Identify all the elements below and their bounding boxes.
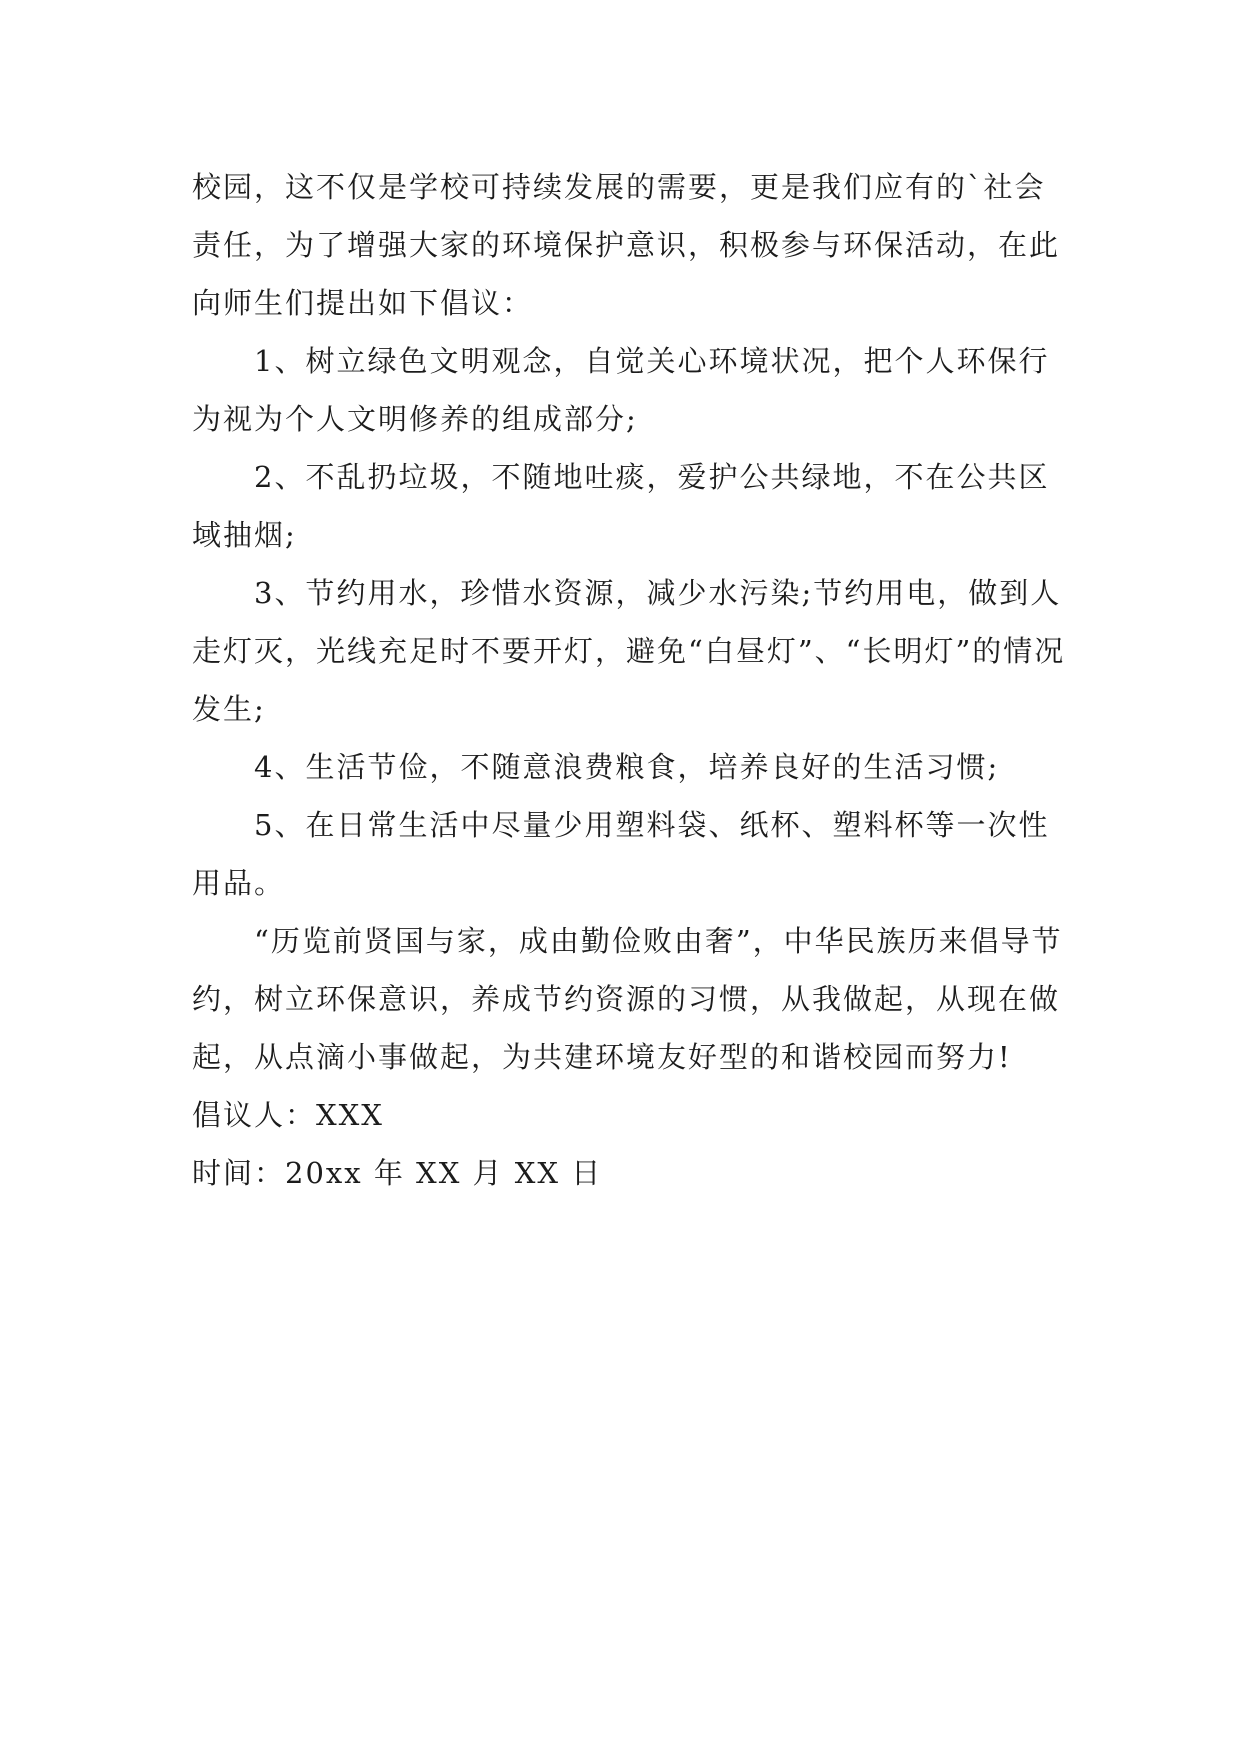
date-line: 时间：20xx 年 XX 月 XX 日 bbox=[192, 1156, 603, 1190]
closing-paragraph: “历览前贤国与家，成由勤俭败由奢”，中华民族历来倡导节约，树立环保意识，养成节约资源的习惯，从我做起，从现在做起，从点滴小事做起，为共建环境友好型的和谐校园而努力! bbox=[192, 924, 1063, 1074]
proposal-item-3: 3、节约用水，珍惜水资源，减少水污染;节约用电，做到人走灯灭，光线充足时不要开灯，避免“白昼灯”、“长明灯”的情况发生; bbox=[192, 576, 1066, 726]
proposal-item-5: 5、在日常生活中尽量少用塑料袋、纸杯、塑料杯等一次性用品。 bbox=[192, 808, 1050, 900]
proposer-line: 倡议人：XXX bbox=[192, 1098, 384, 1132]
proposal-item-1: 1、树立绿色文明观念，自觉关心环境状况，把个人环保行为视为个人文明修养的组成部分; bbox=[192, 344, 1050, 436]
intro-paragraph: 校园，这不仅是学校可持续发展的需要，更是我们应有的`社会责任，为了增强大家的环境保护意识，积极参与环保活动，在此向师生们提出如下倡议： bbox=[192, 170, 1061, 320]
document-body bbox=[192, 158, 1072, 1202]
proposal-item-2: 2、不乱扔垃圾，不随地吐痰，爱护公共绿地，不在公共区域抽烟; bbox=[192, 460, 1050, 552]
proposal-item-4: 4、生活节俭，不随意浪费粮食，培养良好的生活习惯; bbox=[254, 750, 1000, 784]
